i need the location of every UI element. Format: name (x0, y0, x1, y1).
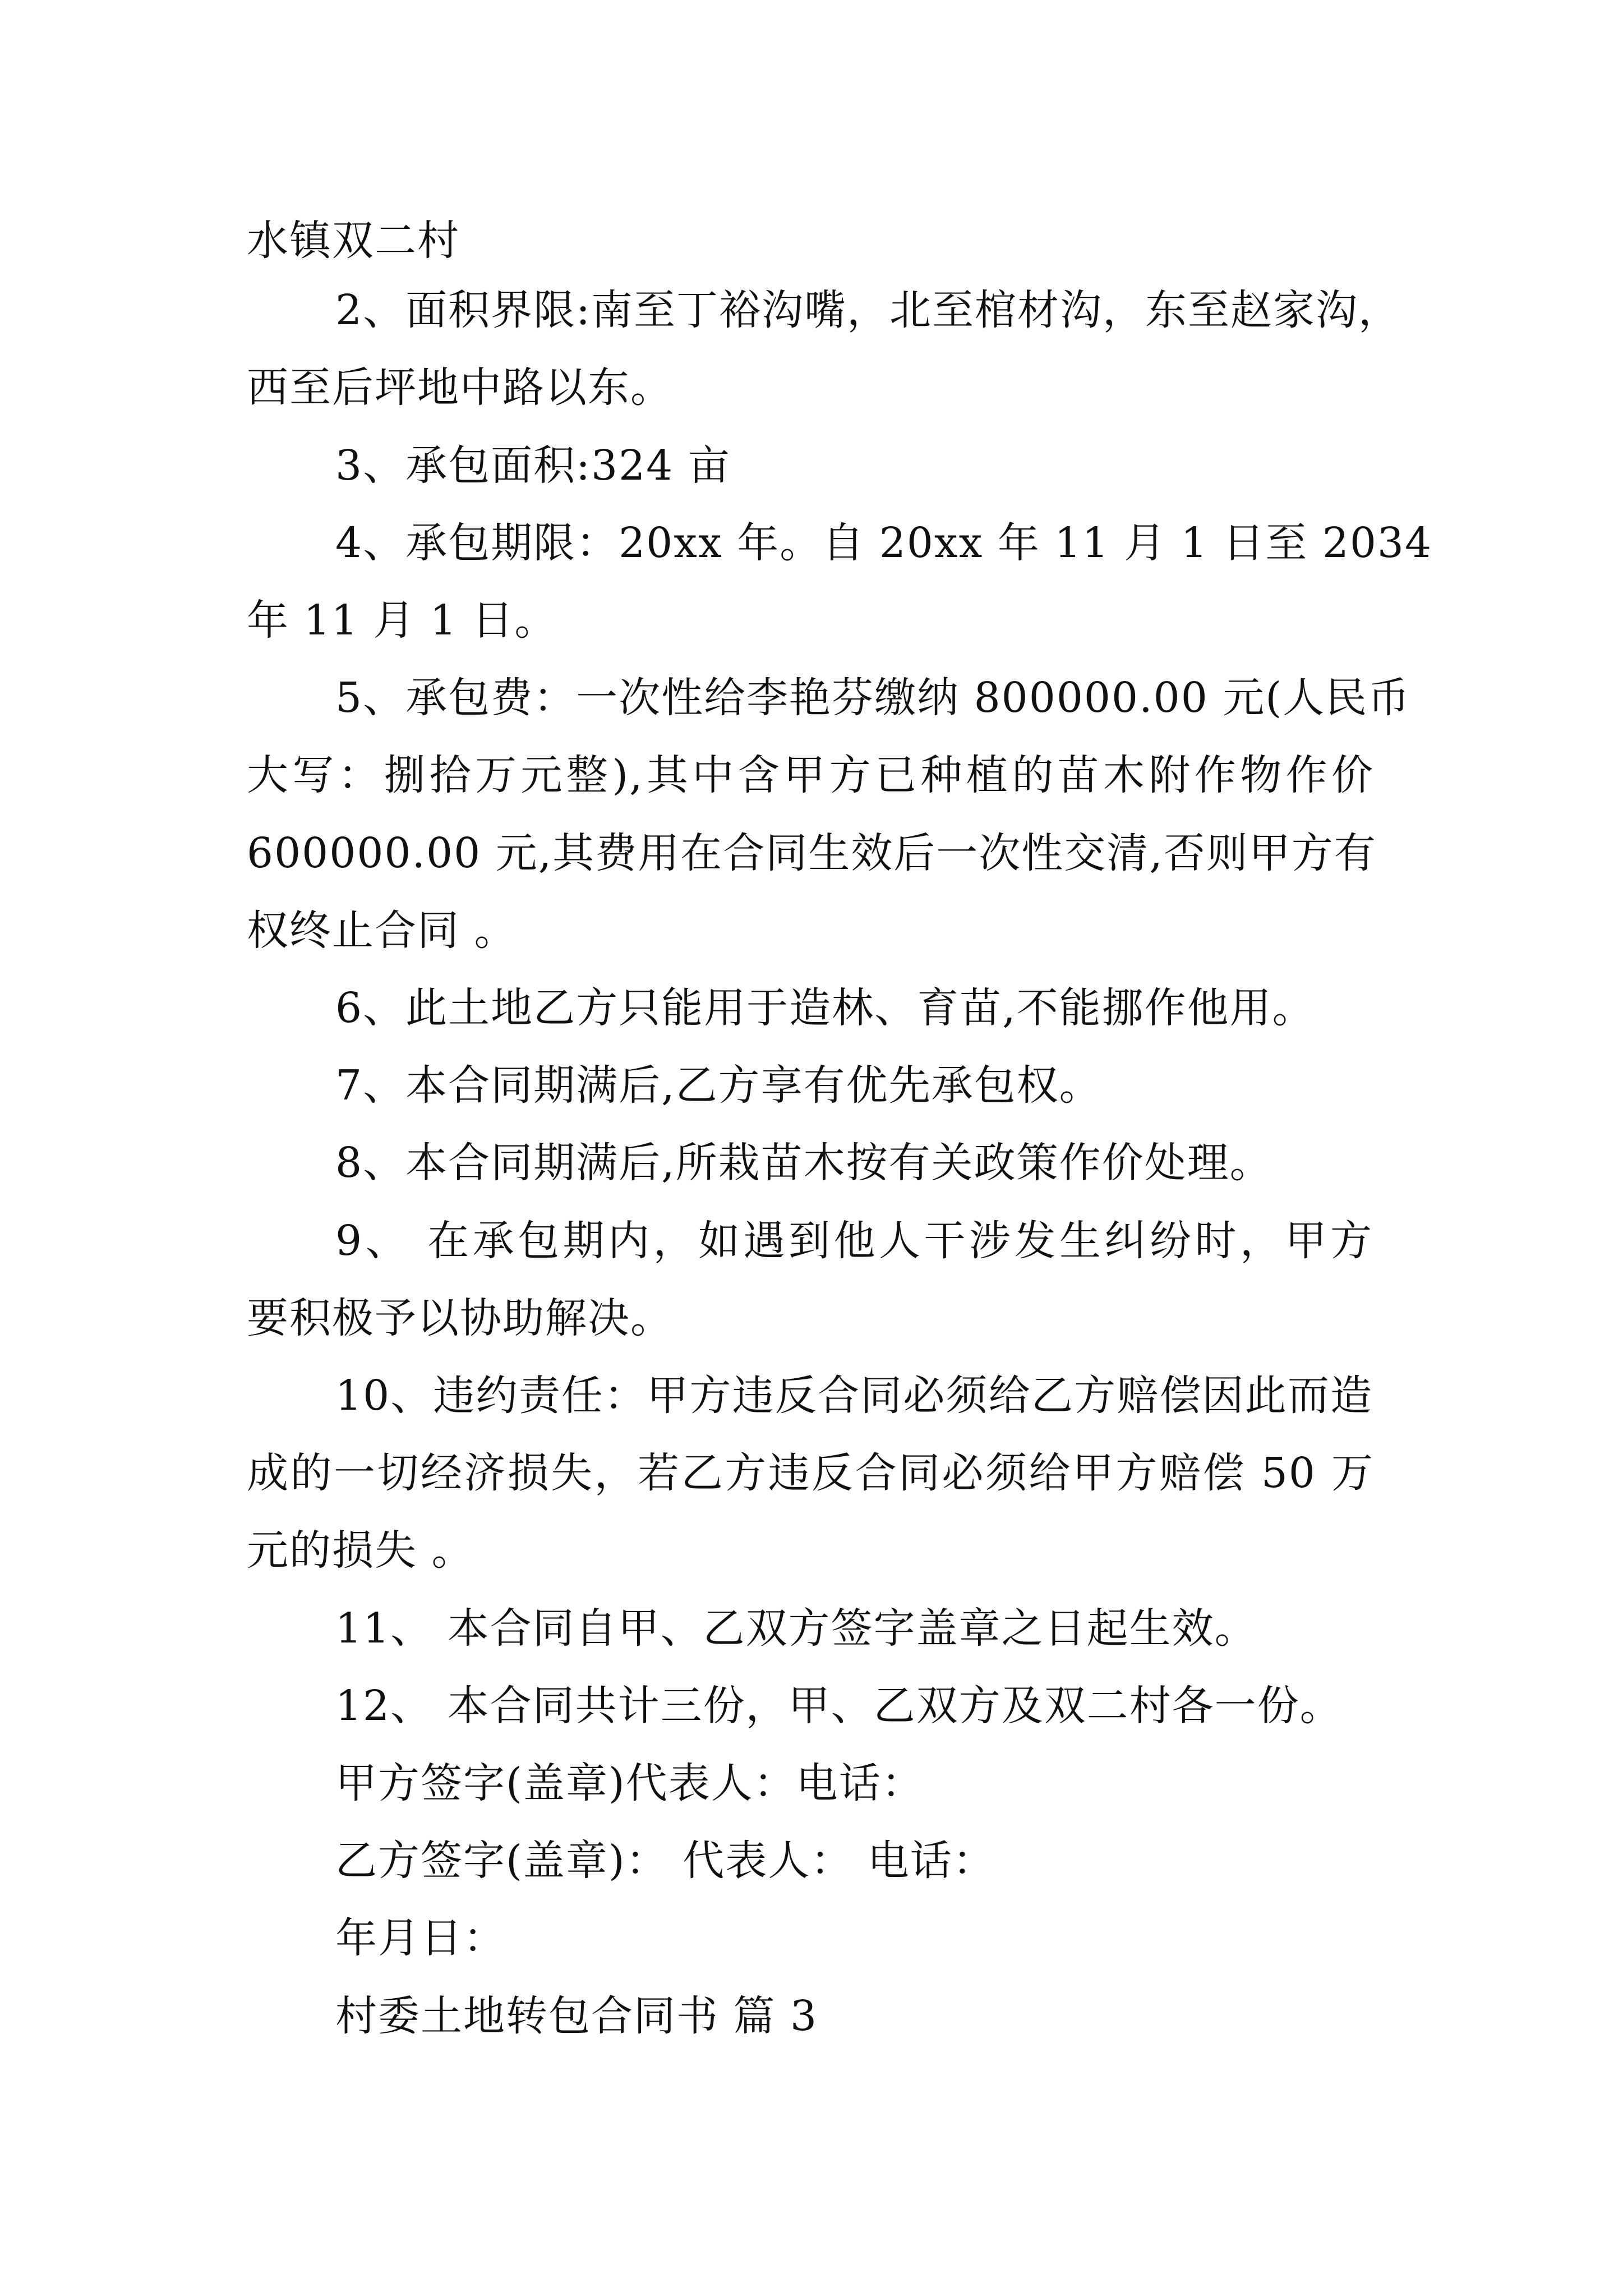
clause-9-line-2: 要积极予以协助解决。 (247, 1294, 673, 1342)
text-line-1: 水镇双二村 (247, 217, 460, 265)
clause-5-line-2: 大写：捌拾万元整),其中含甲方已种植的苗木附作物作价 (247, 751, 1374, 799)
party-a-signature-line: 甲方签字(盖章)代表人：电话： (335, 1759, 924, 1807)
clause-12: 12、 本合同共计三份，甲、乙双方及双二村各一份。 (335, 1682, 1343, 1730)
clause-2-line-1: 2、面积界限:南至丁裕沟嘴，北至棺材沟，东至赵家沟， (335, 286, 1401, 334)
clause-5-line-1: 5、承包费：一次性给李艳芬缴纳 800000.00 元(人民币 (335, 674, 1411, 722)
clause-5-line-3: 600000.00 元,其费用在合同生效后一次性交清,否则甲方有 (247, 829, 1377, 877)
section-heading: 村委土地转包合同书 篇 3 (335, 1992, 818, 2040)
clause-2-line-2: 西至后坪地中路以东。 (247, 364, 673, 412)
clause-9-line-1: 9、 在承包期内，如遇到他人干涉发生纠纷时，甲方 (335, 1217, 1373, 1265)
clause-10-line-3: 元的损失 。 (247, 1526, 474, 1575)
clause-10-line-2: 成的一切经济损失，若乙方违反合同必须给甲方赔偿 50 万 (247, 1449, 1374, 1497)
clause-11: 11、 本合同自甲、乙双方签字盖章之日起生效。 (335, 1604, 1257, 1653)
clause-10-line-1: 10、违约责任：甲方违反合同必须给乙方赔偿因此而造 (335, 1372, 1373, 1420)
clause-4-line-1: 4、承包期限：20xx 年。自 20xx 年 11 月 1 日至 2034 (335, 519, 1433, 567)
clause-5-line-4: 权终止合同 。 (247, 907, 517, 955)
clause-8: 8、本合同期满后,所栽苗木按有关政策作价处理。 (335, 1139, 1272, 1187)
clause-7: 7、本合同期满后,乙方享有优先承包权。 (335, 1061, 1102, 1110)
clause-4-line-2: 年 11 月 1 日。 (247, 596, 557, 645)
clause-6: 6、此土地乙方只能用于造林、育苗,不能挪作他用。 (335, 984, 1315, 1032)
clause-3: 3、承包面积:324 亩 (335, 441, 731, 490)
party-b-signature-line: 乙方签字(盖章)： 代表人： 电话： (335, 1837, 995, 1885)
date-line: 年月日： (335, 1914, 506, 1962)
